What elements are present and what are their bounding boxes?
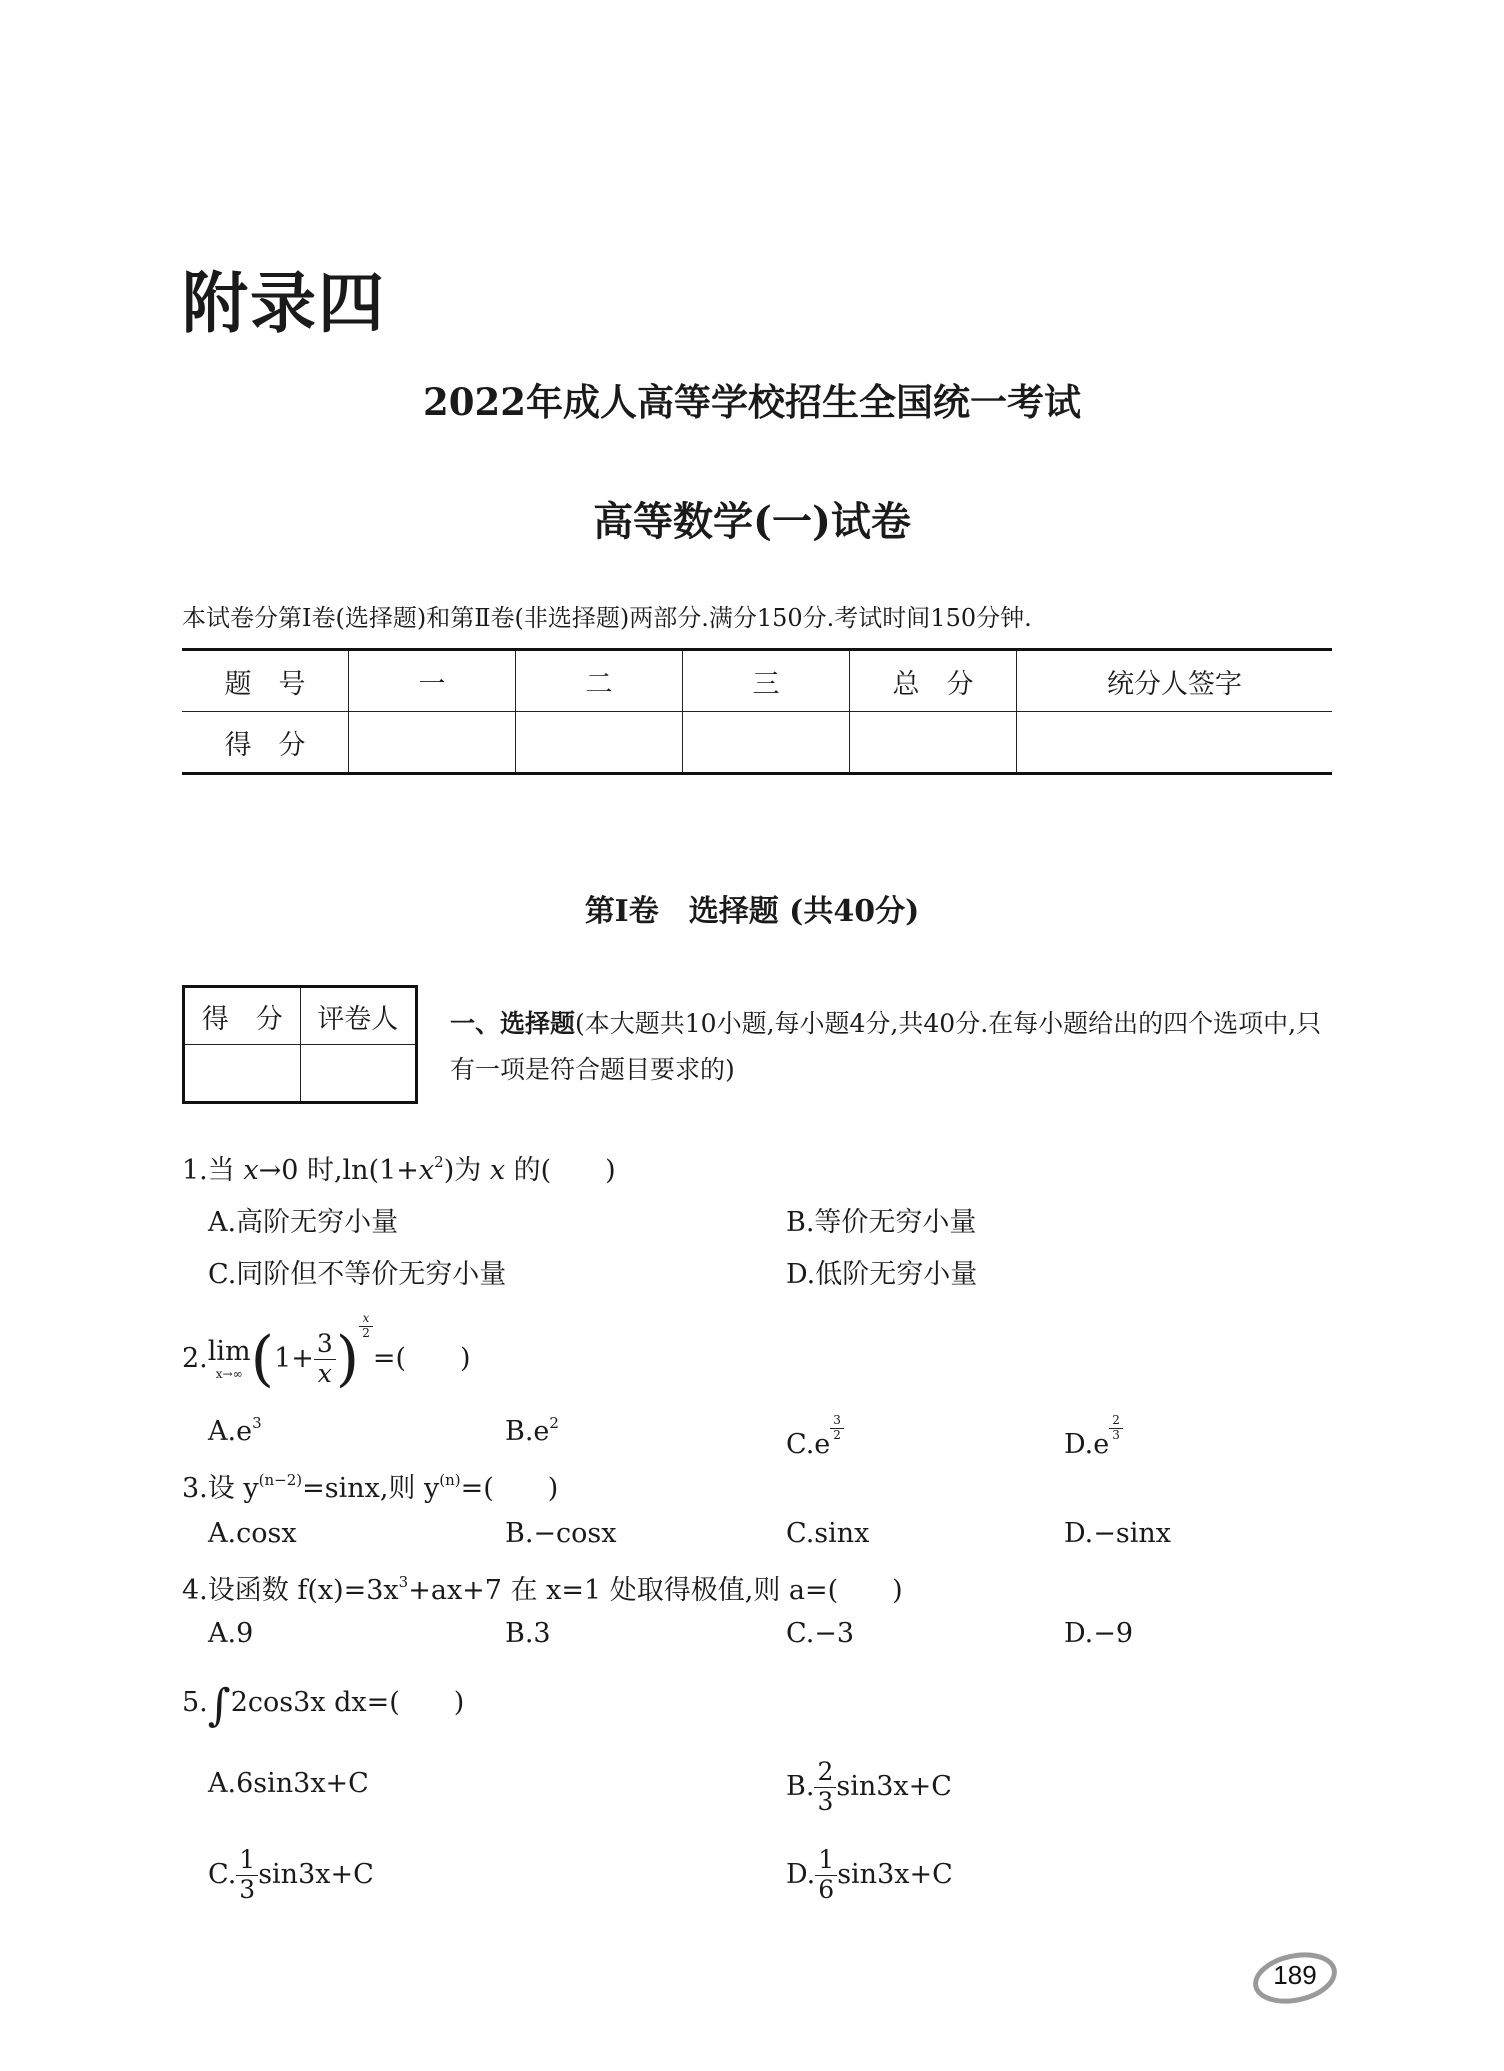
q5-option-a: A.6sin3x+C	[208, 1768, 369, 1799]
section-title: 第Ⅰ卷 选择题 (共40分)	[584, 894, 920, 929]
score-cell-part1: 一	[349, 650, 516, 712]
q2-exponent: $\frac{x}{2}$	[359, 1312, 373, 1341]
score-cell-part2: 二	[516, 650, 683, 712]
q2-stem: 2.lim x→∞ (1+ $\frac{3}{x}$ ) $\frac{x}{2}$ =( )	[182, 1311, 471, 1394]
page-number: 189	[1273, 1960, 1317, 1990]
q3-option-b: B.−cosx	[505, 1518, 617, 1549]
q4-option-a: A.9	[208, 1618, 254, 1649]
q2-limit: lim x→∞	[207, 1336, 251, 1382]
score-table-score-row	[182, 712, 1332, 774]
q1-option-d: D.低阶无穷小量	[786, 1259, 978, 1290]
appendix-heading: 附录四	[182, 265, 386, 342]
score-cell-part3: 三	[683, 650, 850, 712]
q1-option-a: A.高阶无穷小量	[208, 1207, 399, 1238]
score-cell-signature: 统分人签字	[1017, 650, 1333, 712]
question-group-description: (本大题共10小题,每小题4分,共40分.在每小题给出的四个选项中,只有一项是符合题目要求的)	[450, 1009, 1322, 1084]
score-blank	[1017, 712, 1333, 774]
q5-option-c: C. $\frac{1}{3}$ sin3x+C	[208, 1845, 374, 1904]
grader-blank	[300, 1045, 417, 1103]
q2-option-b: $B.e^2$	[505, 1414, 559, 1447]
question-group-label: 一、选择题	[450, 1009, 576, 1038]
score-row-label: 得 分	[182, 712, 349, 774]
q4-stem: 4.设函数 $f(x)=3x^3+ax+7$ 在 x=1 处取得极值,则 a=( )	[182, 1573, 903, 1606]
q5-option-b: B. $\frac{2}{3}$ sin3x+C	[786, 1757, 952, 1816]
q5-option-d: D. $\frac{1}{6}$ sin3x+C	[786, 1845, 953, 1904]
score-cell-total: 总 分	[850, 650, 1017, 712]
q4-option-b: B.3	[505, 1618, 551, 1649]
integral-sign: ∫	[207, 1680, 231, 1731]
grader-blank	[184, 1045, 301, 1103]
score-blank	[349, 712, 516, 774]
q2-fraction: $\frac{3}{x}$	[314, 1330, 336, 1389]
q1-option-b: B.等价无穷小量	[786, 1207, 977, 1238]
exam-title: 2022年成人高等学校招生全国统一考试	[423, 380, 1081, 424]
paper-subtitle: 高等数学(一)试卷	[593, 498, 911, 545]
score-blank	[850, 712, 1017, 774]
score-blank	[683, 712, 850, 774]
q2-option-a: $A.e^3$	[208, 1414, 262, 1447]
q1-stem: 1.当 x→0 时$,\ln(1+x^2)$为 x 的( )	[182, 1153, 616, 1186]
grader-box	[182, 985, 418, 1104]
q5-stem: 5.∫2cos3x dx=( )	[182, 1680, 465, 1731]
q3-option-d: D.−sinx	[1064, 1518, 1171, 1549]
q2-option-c: C.e $\frac{3}{2}$	[786, 1414, 844, 1460]
score-cell-label: 题 号	[182, 650, 349, 712]
page-number-badge	[1250, 1940, 1340, 2010]
q3-option-c: C.sinx	[786, 1518, 870, 1549]
q2-option-d: D.e $\frac{2}{3}$	[1064, 1414, 1123, 1460]
q3-stem: 3.设 $y^{(n-2)}=\sin x$,则 $y^{(n)}=$( )	[182, 1471, 559, 1504]
score-table	[182, 648, 1332, 775]
q3-option-a: A.cosx	[208, 1518, 297, 1549]
score-table-header-row	[182, 650, 1332, 712]
score-blank	[516, 712, 683, 774]
q4-option-d: D.−9	[1064, 1618, 1134, 1649]
exam-intro: 本试卷分第Ⅰ卷(选择题)和第Ⅱ卷(非选择题)两部分.满分150分.考试时间150分钟.	[182, 604, 1032, 632]
page-swoosh-icon	[1250, 1940, 1340, 2010]
grader-score-label: 得 分	[184, 987, 301, 1045]
q4-option-c: C.−3	[786, 1618, 855, 1649]
question-group-header	[450, 1001, 1330, 1093]
q1-option-c: C.同阶但不等价无穷小量	[208, 1259, 507, 1290]
grader-name-label: 评卷人	[300, 987, 417, 1045]
